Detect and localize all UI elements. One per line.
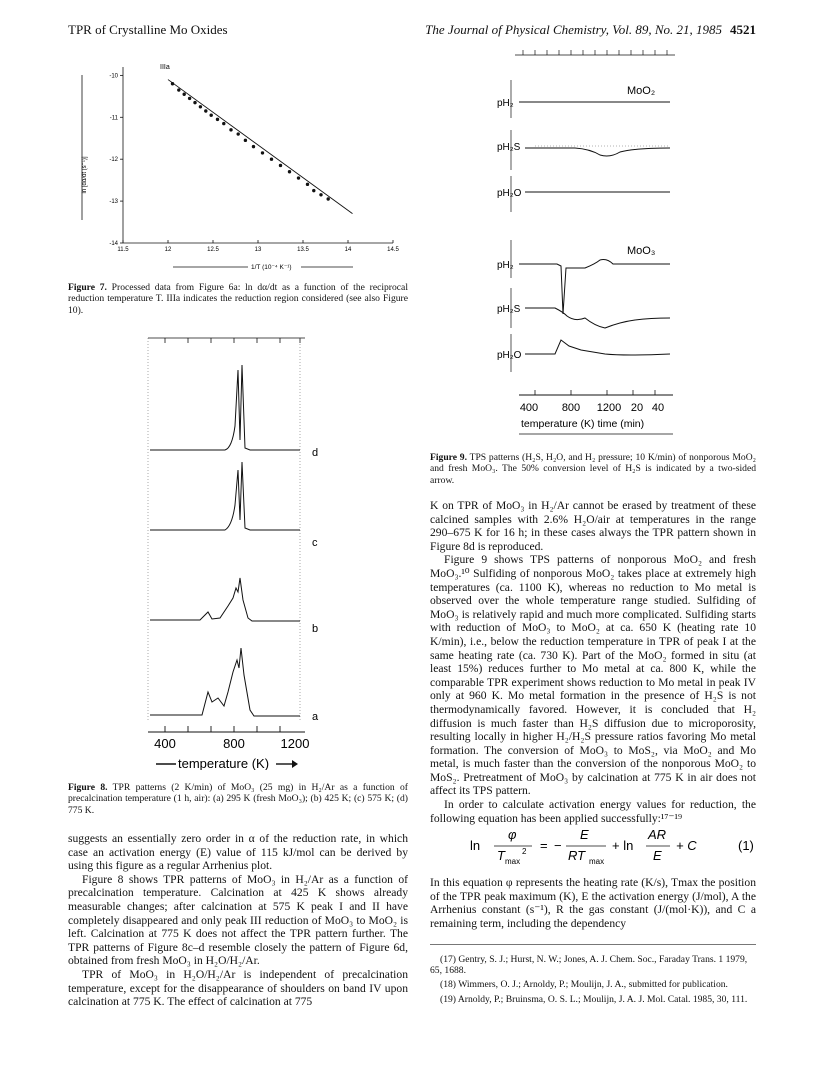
left-paragraph-3: TPR of MoO₃ in H₂O/H₂/Ar is independent of precalcination temperature, except for the disappearance of shoulders on band IV upon calcination at 775 K. The effect of calcination at 775 bbox=[68, 967, 408, 1009]
fig8-x-ticks bbox=[165, 726, 280, 732]
eq-T-sup: 2 bbox=[522, 847, 527, 856]
left-paragraph-2: Figure 8 shows TPR patterns of MoO₃ in H₂/Ar as a function of precalcination temperature. Calcination at 425 K shows already measurable changes; after calcination at 575 K peak I and II have completely disappeared and only peak III reduction of MoO₃ to MoO₂ is left. Calcination at 775 K does not affect the TPR pattern further. The TPR patterns of Figure 8c–d resemble closely the pattern of Figure 6d, obtained from fresh MoO₃ in H₂O/H₂/Ar. bbox=[68, 872, 408, 968]
fig7-ytick-label: -12 bbox=[109, 157, 118, 164]
figure-9-plot bbox=[495, 50, 695, 445]
fig8-xlabel-arrowhead bbox=[292, 760, 298, 768]
fig9-moo3-ph2s-label: pH₂S bbox=[497, 304, 521, 315]
fig7-data-point bbox=[204, 109, 207, 112]
reference-18: (18) Wimmers, O. J.; Arnoldy, P.; Moulijn, J. A., submitted for publication. bbox=[440, 979, 728, 991]
eq-ln-1: ln bbox=[470, 838, 481, 853]
fig7-data-point bbox=[183, 93, 186, 96]
fig7-data-point bbox=[270, 157, 273, 160]
fig7-data-point bbox=[210, 113, 213, 116]
reference-19: (19) Arnoldy, P.; Bruinsma, O. S. L.; Moulijn, J. A. J. Mol. Catal. 1985, 30, 111. bbox=[440, 993, 748, 1005]
right-column-text bbox=[430, 499, 756, 825]
fig7-xtick-label: 12.5 bbox=[207, 247, 219, 253]
fig8-xlabel: temperature (K) bbox=[178, 756, 270, 770]
fig9-moo3-ph2o-label: pH₂O bbox=[497, 350, 522, 361]
fig7-xlabel: 1/T (10⁻⁴ K⁻¹) bbox=[251, 264, 292, 271]
fig7-data-point bbox=[244, 139, 247, 142]
fig9-x-ticks bbox=[535, 390, 655, 395]
right-paragraph-1: K on TPR of MoO₃ in H₂/Ar cannot be erased by treatment of these calcined samples with 2.6% H₂O/air at temperatures in the range 290–675 K for 16 h; in these cases always the TPR pattern shown in Figure 8d is reproduced. bbox=[430, 499, 756, 553]
page-number: 4521 bbox=[730, 22, 756, 37]
eq-number: (1) bbox=[738, 838, 754, 853]
fig9-moo3-ph2-label: pH₂ bbox=[497, 260, 514, 271]
fig8-label-d: d bbox=[312, 447, 319, 459]
equation-1 bbox=[470, 826, 760, 866]
eq-E-num: E bbox=[580, 827, 589, 842]
fig7-ytick-label: -14 bbox=[109, 241, 118, 247]
fig9-moo3-ph2-curve bbox=[519, 260, 670, 315]
eq-phi: φ bbox=[508, 827, 517, 842]
fig9-xtick-800: 800 bbox=[561, 402, 581, 414]
eq-equals: = bbox=[540, 838, 548, 853]
fig8-label-c: c bbox=[312, 537, 318, 549]
fig7-ytick-label: -10 bbox=[109, 73, 118, 80]
fig7-data-point bbox=[261, 151, 264, 154]
fig7-ytick-label: -13 bbox=[109, 199, 118, 206]
fig9-moo2-ph2s-curve bbox=[525, 148, 670, 156]
fig7-fit-line bbox=[168, 80, 353, 214]
fig7-region-label: IIIa bbox=[160, 64, 170, 71]
fig7-data-point bbox=[327, 197, 330, 200]
fig7-data-point bbox=[297, 176, 300, 179]
fig7-xtick-label: 14.5 bbox=[387, 247, 399, 253]
reference-17: (17) Gentry, S. J.; Hurst, N. W.; Jones, A. J. Chem. Soc., Faraday Trans. 1 1979, 65, 1688. bbox=[430, 954, 748, 977]
running-header-right bbox=[425, 22, 756, 38]
fig8-xtick-400: 400 bbox=[154, 736, 176, 751]
fig7-data-point bbox=[279, 164, 282, 167]
eq-AR: AR bbox=[648, 827, 667, 842]
eq-plus-C: + C bbox=[676, 838, 697, 853]
fig9-moo3-label: MoO₃ bbox=[627, 245, 656, 257]
fig9-caption-num: Figure 9. bbox=[430, 452, 467, 463]
fig8-caption-num: Figure 8. bbox=[68, 782, 108, 793]
eq-T-sub: max bbox=[505, 857, 521, 866]
left-column-text bbox=[68, 832, 408, 1009]
fig8-xtick-800: 800 bbox=[223, 736, 245, 751]
fig7-xtick-label: 13.5 bbox=[297, 247, 309, 253]
fig7-data-point bbox=[177, 88, 180, 91]
fig9-moo2-ph2s-label: pH₂S bbox=[497, 142, 521, 153]
after-equation-paragraph: In this equation φ represents the heating rate (K/s), Tmax the position of the TPR peak maximum (K), E the activation energy (J/mol), A the Arrhenius constant (s⁻¹), R the gas constant (J/(mol·K)), and C a remaining term, including the dependency bbox=[430, 876, 756, 930]
fig7-data-point bbox=[222, 122, 225, 125]
fig9-xtick-1200: 1200 bbox=[596, 402, 622, 414]
fig7-data-point bbox=[188, 97, 191, 100]
fig9-moo3-ph2s-curve bbox=[525, 308, 670, 328]
left-paragraph-1: suggests an essentially zero order in α of the reduction rate, in which case an activation energy (E) value of 115 kJ/mol can be derived by using this figure as a regular Arrhenius plot. bbox=[68, 832, 408, 873]
fig9-caption-text: TPS patterns (H₂S, H₂O, and H₂ pressure; 10 K/min) of nonporous MoO₂ and fresh MoO₃. The 50% conversion level of H₂S is indicated by a two-sided arrow. bbox=[430, 452, 756, 486]
fig7-data-point bbox=[319, 193, 322, 196]
fig9-xtick-40: 40 bbox=[651, 402, 665, 414]
right-paragraph-3: In order to calculate activation energy values for reduction, the following equation has been applied successfully:¹⁷⁻¹⁹ bbox=[430, 798, 756, 825]
figure-9-caption bbox=[430, 452, 756, 486]
fig8-top-ticks bbox=[165, 338, 300, 343]
fig8-curve-d bbox=[150, 365, 300, 450]
fig7-data-point bbox=[193, 101, 196, 104]
fig8-label-b: b bbox=[312, 623, 319, 635]
figure-7-plot bbox=[68, 55, 408, 275]
fig9-moo2-ph2o-label: pH₂O bbox=[497, 188, 522, 199]
fig7-ylabel: ln [dα/dt (s⁻¹)] bbox=[82, 156, 88, 194]
fig7-data-point bbox=[171, 82, 174, 85]
eq-E-den: E bbox=[653, 848, 662, 863]
after-equation-text bbox=[430, 876, 756, 930]
figure-8-caption bbox=[68, 782, 408, 816]
fig7-caption-text: Processed data from Figure 6a: ln dα/dt as a function of the reciprocal reduction temperature T. IIIa indicates the reduction region considered (see also Figure 10). bbox=[68, 282, 408, 316]
fig7-xtick-label: 12 bbox=[164, 247, 172, 253]
fig9-moo2-label: MoO₂ bbox=[627, 85, 656, 97]
eq-RT: RT bbox=[568, 848, 586, 863]
fig9-xlabel: temperature (K) time (min) bbox=[521, 418, 645, 430]
figure-7-caption bbox=[68, 282, 408, 316]
fig8-curve-a bbox=[150, 648, 300, 716]
right-paragraph-2: Figure 9 shows TPS patterns of nonporous MoO₂ and fresh MoO₃.¹⁰ Sulfiding of nonporous MoO₂ takes place at extremely high temperatures (ca. 1100 K), whereas no reduction to Mo metal is observed over the whole temperature range studied. Sulfiding of MoO₃ is relatively rapid and much more complicated. Sulfiding starts with reduction of MoO₃ to MoO₂ at ca. 650 K (heating rate 10 K/min), i.e., below the reduction temperature in TPR of peak I at the same heating rate (ca. 730 K). Part of the MoO₂ formed in situ (at least 15%) reduces further to Mo metal at ca. 800 K, while the comparable TPR experiment shows reduction to Mo metal in peak IV only at 960 K. Mo metal formation in the presence of H₂S is not thermodynamically favored. However, it is concluded that H₂ diffusion is much faster than H₂S diffusion due to microporosity, resulting locally in higher H₂/H₂S pressure ratios favoring Mo metal formation. The conversion of MoO₃ to MoS₂, via MoO₂ and Mo metal, is much faster than the conversion of the nonporous MoO₂ to MoS₂. Pretreatment of MoO₃ by calcination at 775 K in air does not affect its TPS pattern. bbox=[430, 553, 756, 798]
fig7-xtick-label: 11.5 bbox=[117, 247, 129, 253]
fig7-data-point bbox=[312, 189, 315, 192]
eq-plus-ln: + ln bbox=[612, 838, 634, 853]
figure-8-plot bbox=[140, 330, 350, 770]
fig9-xtick-20: 20 bbox=[630, 402, 644, 414]
fig8-xtick-1200: 1200 bbox=[280, 736, 310, 751]
fig7-data-point bbox=[306, 183, 309, 186]
journal-citation: The Journal of Physical Chemistry, Vol. 89, No. 21, 1985 bbox=[425, 22, 722, 37]
fig7-data-point bbox=[252, 145, 255, 148]
fig8-label-a: a bbox=[312, 711, 319, 723]
fig7-data-point bbox=[229, 128, 232, 131]
fig9-moo2-ph2-label: pH₂ bbox=[497, 98, 514, 109]
fig7-xtick-label: 14 bbox=[344, 247, 352, 253]
fig8-curve-b bbox=[150, 578, 300, 621]
fig7-data-point bbox=[199, 105, 202, 108]
fig7-data-point bbox=[288, 170, 291, 173]
eq-T: T bbox=[497, 848, 505, 863]
fig7-data-point bbox=[237, 132, 240, 135]
fig8-caption-text: TPR patterns (2 K/min) of MoO₃ (25 mg) in H₂/Ar as a function of precalcination temperature (1 h, air): (a) 295 K (fresh MoO₃); (b) 425 K; (c) 575 K; (d) 775 K. bbox=[68, 782, 408, 816]
footnote-references bbox=[430, 944, 756, 1008]
fig8-curve-c bbox=[150, 462, 300, 530]
fig9-moo3-ph2o-curve bbox=[525, 340, 670, 355]
fig7-caption-num: Figure 7. bbox=[68, 282, 107, 293]
fig7-xtick-label: 13 bbox=[254, 247, 262, 253]
fig7-ytick-label: -11 bbox=[109, 115, 118, 122]
fig9-top-ticks bbox=[523, 50, 667, 55]
fig7-data-point bbox=[216, 118, 219, 121]
eq-minus: − bbox=[554, 838, 562, 853]
eq-RT-sub: max bbox=[589, 857, 605, 866]
running-header-left: TPR of Crystalline Mo Oxides bbox=[68, 22, 228, 37]
fig9-xtick-400: 400 bbox=[519, 402, 539, 414]
